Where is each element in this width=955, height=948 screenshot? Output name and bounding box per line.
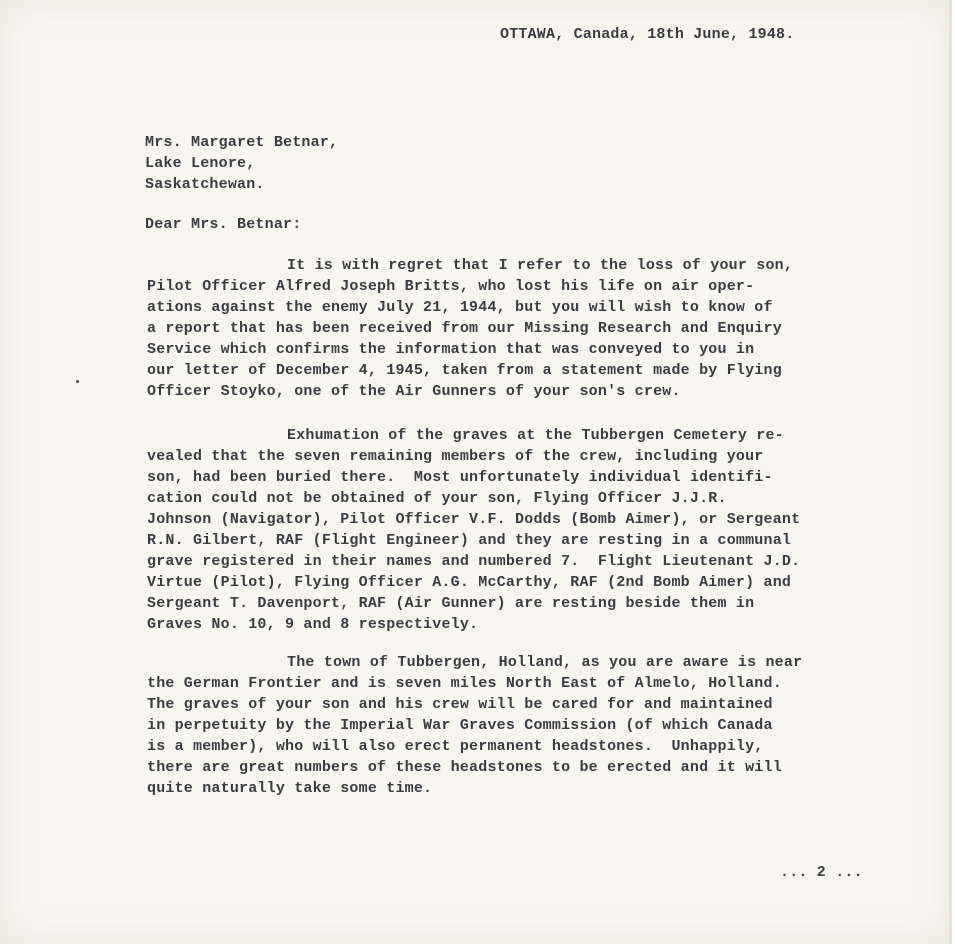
recipient-address-line: Saskatchewan. (145, 176, 265, 193)
paragraph-2 (147, 425, 800, 635)
dateline: OTTAWA, Canada, 18th June, 1948. (500, 26, 795, 43)
recipient-name: Mrs. Margaret Betnar, (145, 134, 339, 151)
paragraph-line: Johnson (Navigator), Pilot Officer V.F. Dodds (Bomb Aimer), or Sergeant (147, 511, 801, 528)
paragraph-line: there are great numbers of these headstones to be erected and it will (147, 759, 782, 776)
paragraph-line: son, had been buried there. Most unfortunately individual identifi- (147, 469, 773, 486)
salutation: Dear Mrs. Betnar: (145, 216, 302, 233)
paragraph-line: Graves No. 10, 9 and 8 respectively. (147, 616, 479, 633)
paragraph-line: Pilot Officer Alfred Joseph Britts, who lost his life on air oper- (147, 278, 755, 295)
paragraph-line: a report that has been received from our Missing Research and Enquiry (147, 320, 782, 337)
paragraph-line: R.N. Gilbert, RAF (Flight Engineer) and they are resting in a communal (147, 532, 792, 549)
paragraph-line: is a member), who will also erect permanent headstones. Unhappily, (147, 738, 764, 755)
paragraph-line: in perpetuity by the Imperial War Graves Commission (of which Canada (147, 717, 773, 734)
paragraph-line: Sergeant T. Davenport, RAF (Air Gunner) are resting beside them in (147, 595, 755, 612)
paragraph-line: Service which confirms the information that was conveyed to you in (147, 341, 755, 358)
paragraph-line: Officer Stoyko, one of the Air Gunners of your son's crew. (147, 383, 681, 400)
page-continuation-marker: ... 2 ... (780, 864, 863, 881)
paragraph-line: grave registered in their names and numbered 7. Flight Lieutenant J.D. (147, 553, 801, 570)
paper-mark (76, 380, 79, 383)
paragraph-line: cation could not be obtained of your son, Flying Officer J.J.R. (147, 490, 727, 507)
paragraph-1 (147, 255, 793, 402)
paragraph-line: ations against the enemy July 21, 1944, but you will wish to know of (147, 299, 773, 316)
paragraph-line: Exhumation of the graves at the Tubbergen Cemetery re- (287, 427, 784, 444)
paragraph-line: The town of Tubbergen, Holland, as you are aware is near (287, 654, 803, 671)
paragraph-line: quite naturally take some time. (147, 780, 433, 797)
paragraph-line: the German Frontier and is seven miles North East of Almelo, Holland. (147, 675, 782, 692)
page-edge (949, 0, 952, 944)
recipient-address-line: Lake Lenore, (145, 155, 256, 172)
paragraph-line: It is with regret that I refer to the loss of your son, (287, 257, 794, 274)
paragraph-line: Virtue (Pilot), Flying Officer A.G. McCarthy, RAF (2nd Bomb Aimer) and (147, 574, 792, 591)
paragraph-line: The graves of your son and his crew will be cared for and maintained (147, 696, 773, 713)
paragraph-line: vealed that the seven remaining members of the crew, including your (147, 448, 764, 465)
paragraph-line: our letter of December 4, 1945, taken from a statement made by Flying (147, 362, 782, 379)
paragraph-3 (147, 652, 802, 799)
